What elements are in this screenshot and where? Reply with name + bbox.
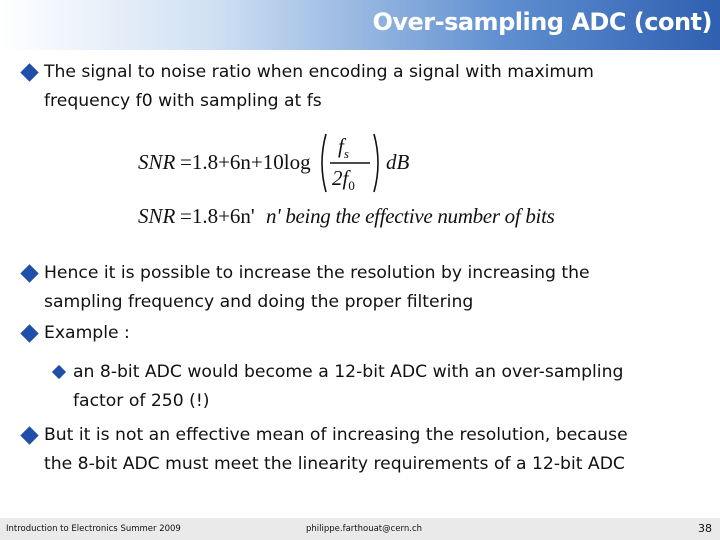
bullet-2-line-2: sampling frequency and doing the proper filtering [44, 292, 474, 312]
page-number: 38 [698, 522, 712, 535]
numerator-symbol: f [338, 134, 344, 158]
fraction-numerator [338, 134, 349, 162]
formula-2-note: n' being the effective number of bits [266, 204, 555, 228]
bullet-text-4 [44, 421, 628, 479]
footer-course: Introduction to Electronics Summer 2009 [6, 524, 181, 534]
title-bar [0, 0, 720, 50]
bullet-4-line-2: the 8-bit ADC must meet the linearity requirements of a 12-bit ADC [44, 454, 625, 474]
bullet-4-line-1: But it is not an effective mean of increasing the resolution, because [44, 425, 628, 445]
formula-1-lhs: SNR [138, 150, 176, 174]
fraction-denominator [332, 166, 355, 194]
sub-bullet-line-1: an 8-bit ADC would become a 12-bit ADC with an over-sampling [73, 362, 624, 382]
bullet-3-line-1: Example : [44, 323, 130, 343]
bullet-text-1 [44, 58, 594, 116]
numerator-subscript: s [343, 146, 349, 162]
slide-title: Over-sampling ADC (cont) [372, 8, 712, 36]
footer-email: philippe.farthouat@cern.ch [306, 524, 423, 534]
formula-2-rhs: =1.8+6n' [180, 204, 255, 228]
bullet-2-line-1: Hence it is possible to increase the resolution by increasing the [44, 263, 590, 283]
formula-2-lhs: SNR [138, 204, 176, 228]
bullet-1-line-1: The signal to noise ratio when encoding a signal with maximum [44, 62, 594, 82]
denominator-subscript: 0 [348, 178, 355, 194]
bullet-1-line-2: frequency f0 with sampling at fs [44, 91, 322, 111]
sub-bullet-text [73, 358, 623, 416]
footer-bar [0, 518, 720, 540]
bullet-text-3 [44, 319, 130, 348]
bullet-icon [20, 324, 38, 342]
formula-1-rhs: =1.8+6n+10log [180, 150, 311, 174]
bullet-icon [20, 63, 38, 81]
bullet-icon [20, 264, 38, 282]
formula-1-unit: dB [386, 150, 410, 174]
denominator-symbol: 2f [332, 166, 349, 190]
sub-bullet-icon [52, 365, 66, 379]
bullet-text-2 [44, 259, 590, 317]
sub-bullet-line-2: factor of 250 (!) [73, 391, 210, 411]
bullet-icon [20, 426, 38, 444]
